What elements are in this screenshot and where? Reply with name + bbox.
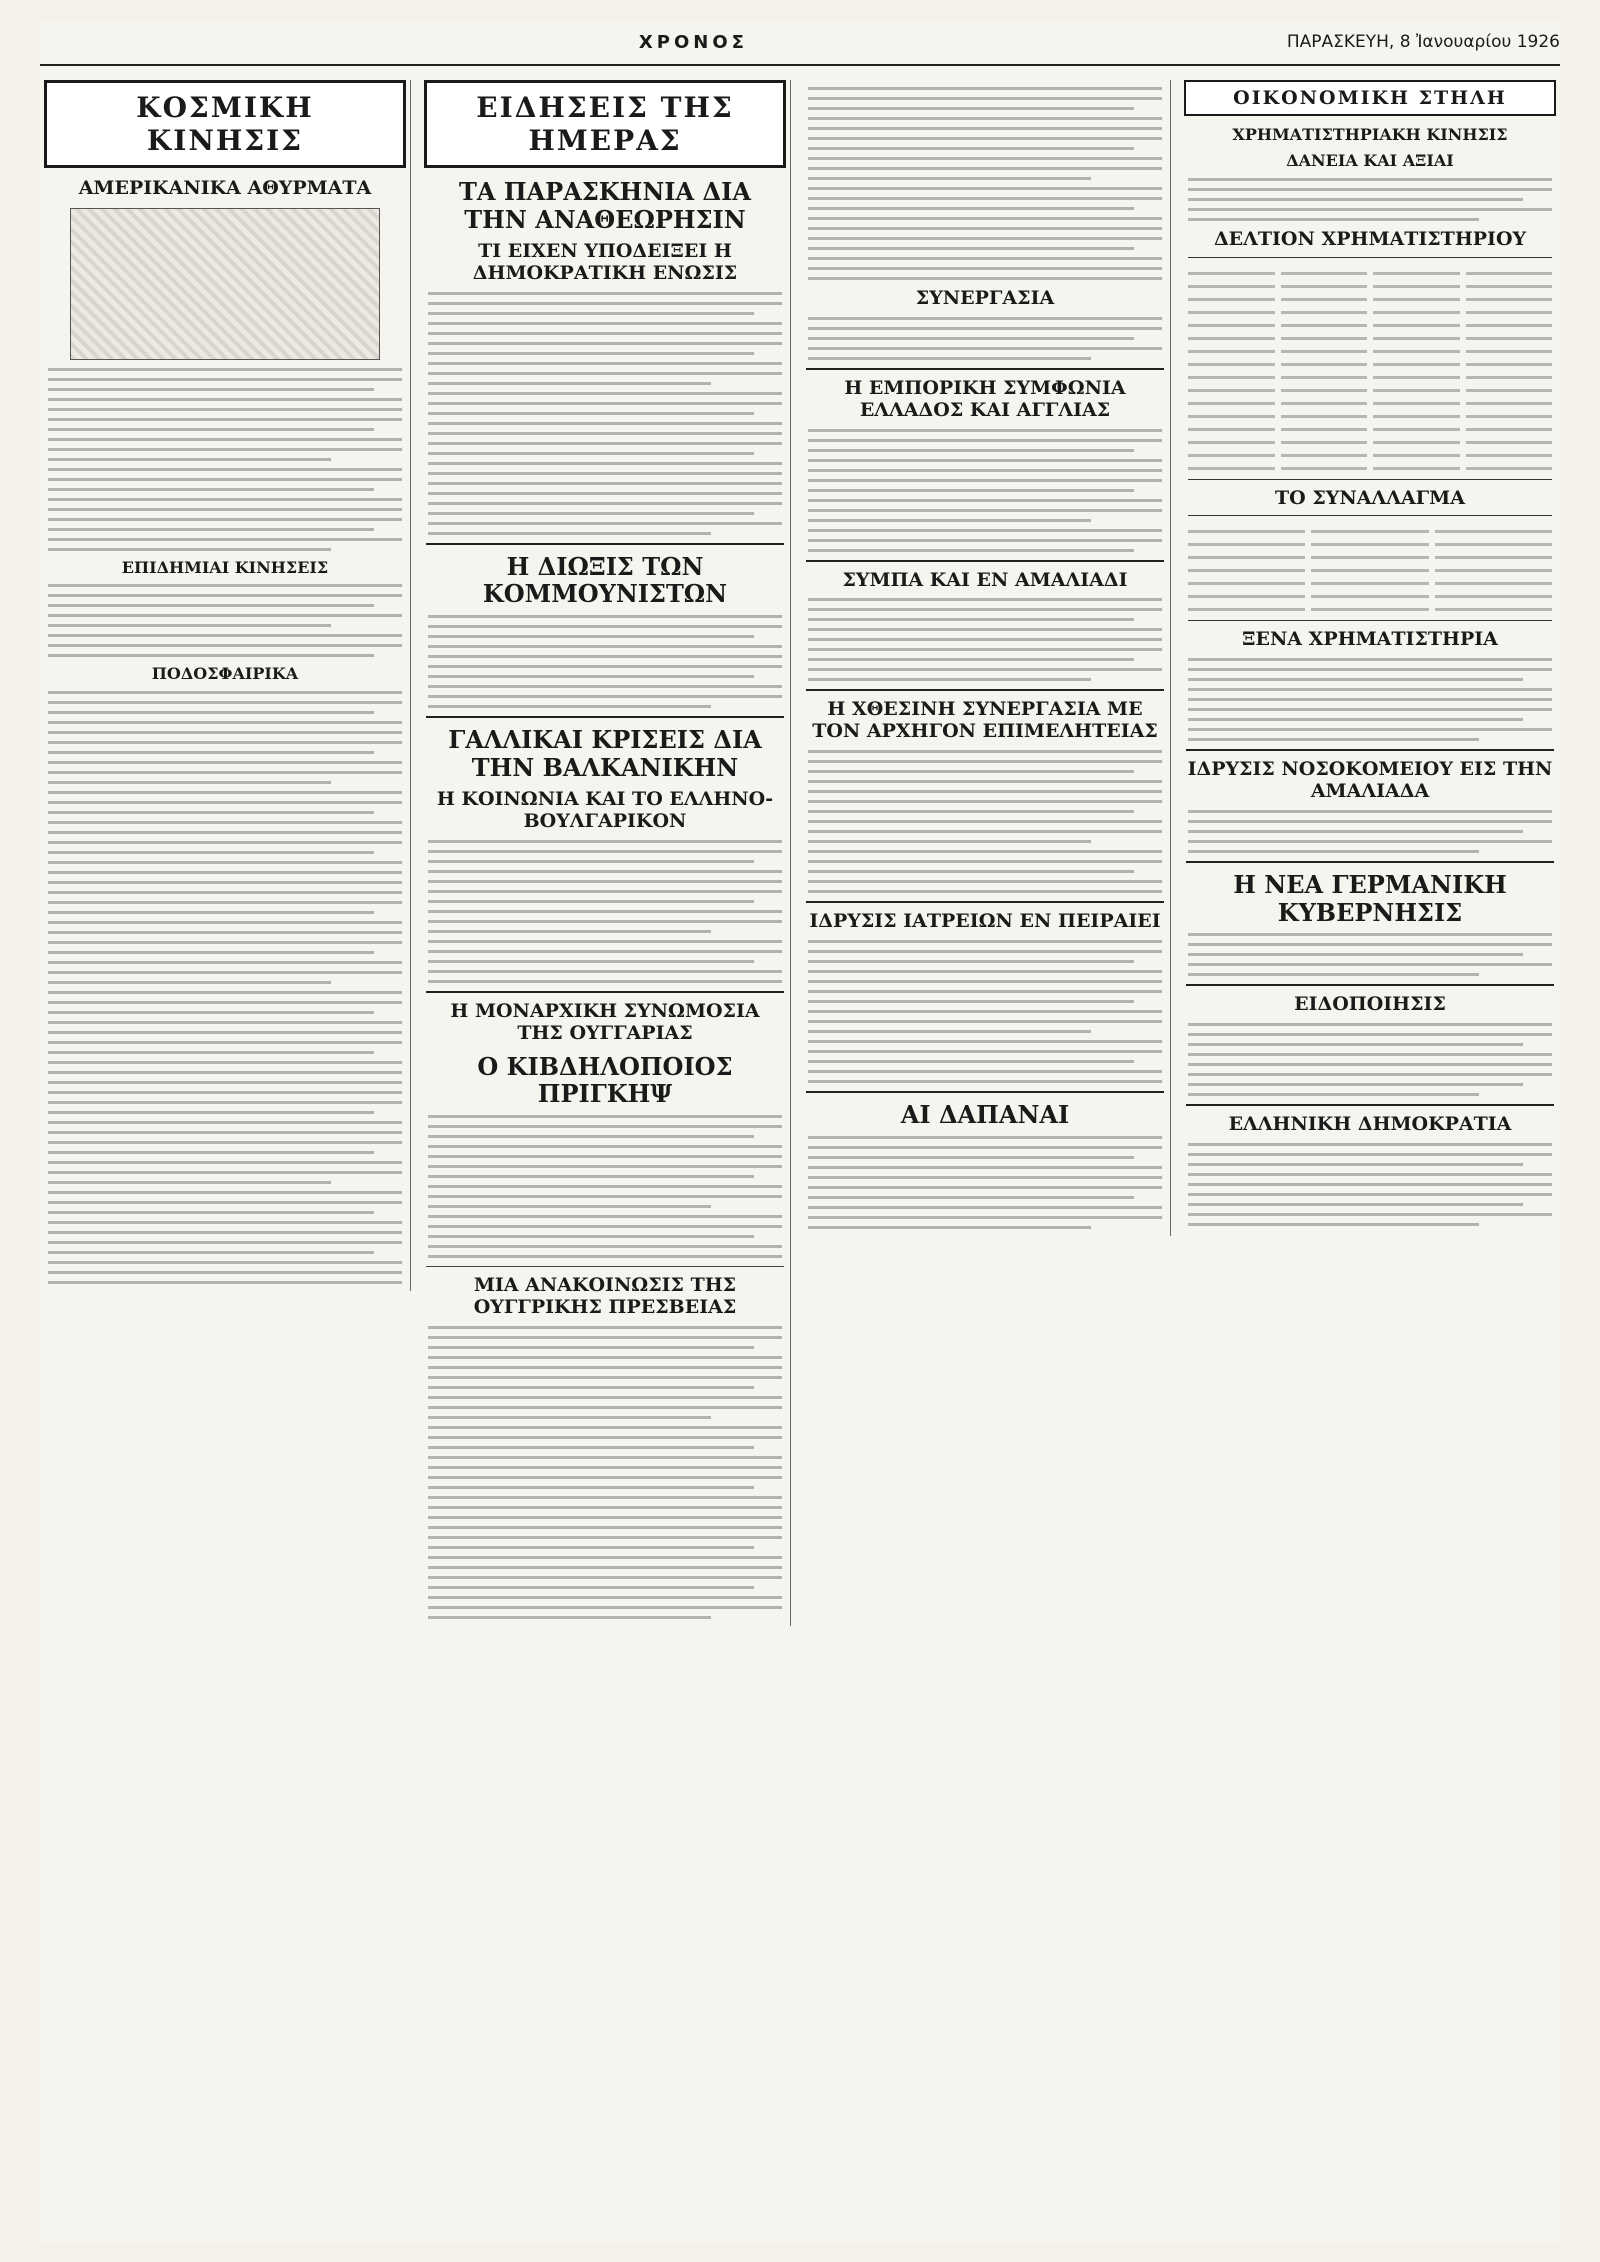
article-text-block <box>48 584 402 657</box>
article-text-block <box>1188 178 1552 221</box>
newspaper-page <box>40 20 1560 2242</box>
paper-name: ΧΡΟΝΟΣ <box>638 31 748 53</box>
headline-5: ΙΔΡΥΣΙΣ ΙΑΤΡΕΙΩΝ ΕΝ ΠΕΙΡΑΙΕΙ <box>809 910 1161 933</box>
divider <box>806 901 1164 903</box>
headline-8: ΜΙΑ ΑΝΑΚΟΙΝΩΣΙΣ ΤΗΣ ΟΥΓΓΡΙΚΗΣ ΠΡΕΣΒΕΙΑΣ <box>473 1273 737 1318</box>
masthead <box>40 20 1560 66</box>
article-text-block <box>1188 933 1552 976</box>
section-banner-social: ΚΟΣΜΙΚΗ ΚΙΝΗΣΙΣ <box>44 80 406 168</box>
article-text-block <box>48 691 402 1284</box>
headline-1: ΣΥΝΕΡΓΑΣΙΑ <box>915 287 1055 309</box>
article-text-block <box>808 1136 1162 1229</box>
divider <box>806 1091 1164 1093</box>
divider <box>426 543 784 545</box>
headline-5: Η ΚΟΙΝΩΝΙΑ ΚΑΙ ΤΟ ΕΛΛΗΝΟ-ΒΟΥΛΓΑΡΙΚΟΝ <box>436 788 774 833</box>
article-text-block <box>428 1326 782 1619</box>
headline-7: Η ΝΕΑ ΓΕΡΜΑΝΙΚΗ ΚΥΒΕΡΝΗΣΙΣ <box>1233 870 1507 927</box>
divider <box>1186 984 1554 986</box>
article-text-block <box>1188 810 1552 853</box>
article-text-block <box>428 840 782 983</box>
divider <box>1186 749 1554 751</box>
feature-illustration <box>70 208 380 360</box>
article-text-block <box>808 598 1162 681</box>
exchange-table <box>1188 257 1552 480</box>
headline-1: ΤΑ ΠΑΡΑΣΚΗΝΙΑ ΔΙΑ ΤΗΝ ΑΝΑΘΕΩΡΗΣΙΝ <box>459 177 751 234</box>
article-text-block <box>428 1115 782 1258</box>
headline-5: ΞΕΝΑ ΧΡΗΜΑΤΙΣΤΗΡΙΑ <box>1242 628 1498 651</box>
article-text-block <box>428 292 782 535</box>
section-banner-finance: ΟΙΚΟΝΟΜΙΚΗ ΣΤΗΛΗ <box>1184 80 1556 116</box>
article-text-block <box>808 750 1162 893</box>
headline-7: Ο ΚΙΒΔΗΛΟΠΟΙΟΣ ΠΡΙΓΚΗΨ <box>477 1051 733 1109</box>
headline-4: ΓΑΛΛΙΚΑΙ ΚΡΙΣΕΙΣ ΔΙΑ ΤΗΝ ΒΑΛΚΑΝΙΚΗΝ <box>448 725 762 782</box>
headline-3: Η ΔΙΩΞΙΣ ΤΩΝ ΚΟΜΜΟΥΝΙΣΤΩΝ <box>482 551 728 609</box>
divider <box>806 560 1164 562</box>
article-text-block <box>1188 1143 1552 1226</box>
divider <box>806 368 1164 370</box>
column-4 <box>1180 80 1560 1233</box>
article-text-block <box>1188 1023 1552 1096</box>
feature-heading: ΑΜΕΡΙΚΑΝΙΚΑ ΑΘΥΡΜΑΤΑ <box>78 177 372 199</box>
headline-2: ΔΑΝΕΙΑ ΚΑΙ ΑΞΙΑΙ <box>1286 151 1454 171</box>
article-text-block <box>428 615 782 708</box>
date-line: ΠΑΡΑΣΚΕΥΗ, 8 Ἰανουαρίου 1926 <box>1286 32 1560 52</box>
headline-4: Η ΧΘΕΣΙΝΗ ΣΥΝΕΡΓΑΣΙΑ ΜΕ ΤΟΝ ΑΡΧΗΓΟΝ ΕΠΙΜΕΛΗΤΕΙΑΣ <box>812 698 1158 743</box>
article-text-block <box>808 87 1162 280</box>
headline-3: ΣΥΜΠΑ ΚΑΙ ΕΝ ΑΜΑΛΙΑΔΙ <box>842 568 1128 591</box>
divider <box>426 716 784 718</box>
headline-8: ΕΙΔΟΠΟΙΗΣΙΣ <box>1294 993 1446 1016</box>
subhead-1: ΕΠΙΔΗΜΙΑΙ ΚΙΝΗΣΕΙΣ <box>121 557 329 577</box>
article-text-block <box>808 429 1162 552</box>
divider <box>426 991 784 993</box>
currency-table <box>1188 515 1552 621</box>
headline-2: ΤΙ ΕΙΧΕΝ ΥΠΟΔΕΙΞΕΙ Η ΔΗΜΟΚΡΑΤΙΚΗ ΕΝΩΣΙΣ <box>472 240 738 285</box>
divider <box>806 689 1164 691</box>
subhead-2: ΠΟΔΟΣΦΑΙΡΙΚΑ <box>151 664 299 684</box>
divider <box>1186 1104 1554 1106</box>
headline-3: ΔΕΛΤΙΟΝ ΧΡΗΜΑΤΙΣΤΗΡΙΟΥ <box>1213 227 1527 250</box>
headline-9: ΕΛΛΗΝΙΚΗ ΔΗΜΟΚΡΑΤΙΑ <box>1228 1113 1512 1136</box>
divider <box>426 1266 784 1267</box>
column-1 <box>40 80 411 1291</box>
headline-6: ΙΔΡΥΣΙΣ ΝΟΣΟΚΟΜΕΙΟΥ ΕΙΣ ΤΗΝ ΑΜΑΛΙΑΔΑ <box>1187 758 1553 803</box>
article-text-block <box>808 940 1162 1083</box>
divider <box>1186 861 1554 863</box>
headline-2: Η ΕΜΠΟΡΙΚΗ ΣΥΜΦΩΝΙΑ ΕΛΛΑΔΟΣ ΚΑΙ ΑΓΓΛΙΑΣ <box>844 376 1126 421</box>
section-banner-news: ΕΙΔΗΣΕΙΣ ΤΗΣ ΗΜΕΡΑΣ <box>424 80 786 168</box>
headline-4: ΤΟ ΣΥΝΑΛΛΑΓΜΑ <box>1275 486 1465 509</box>
article-text-block <box>1188 658 1552 741</box>
article-text-block <box>808 317 1162 360</box>
headline-6: Η ΜΟΝΑΡΧΙΚΗ ΣΥΝΩΜΟΣΙΑ ΤΗΣ ΟΥΓΓΑΡΙΑΣ <box>450 999 760 1044</box>
headline-1: ΧΡΗΜΑΤΙΣΤΗΡΙΑΚΗ ΚΙΝΗΣΙΣ <box>1232 125 1508 144</box>
article-text-block <box>48 368 402 551</box>
column-3 <box>800 80 1171 1236</box>
headline-6: ΑΙ ΔΑΠΑΝΑΙ <box>900 1099 1070 1129</box>
column-2 <box>420 80 791 1626</box>
